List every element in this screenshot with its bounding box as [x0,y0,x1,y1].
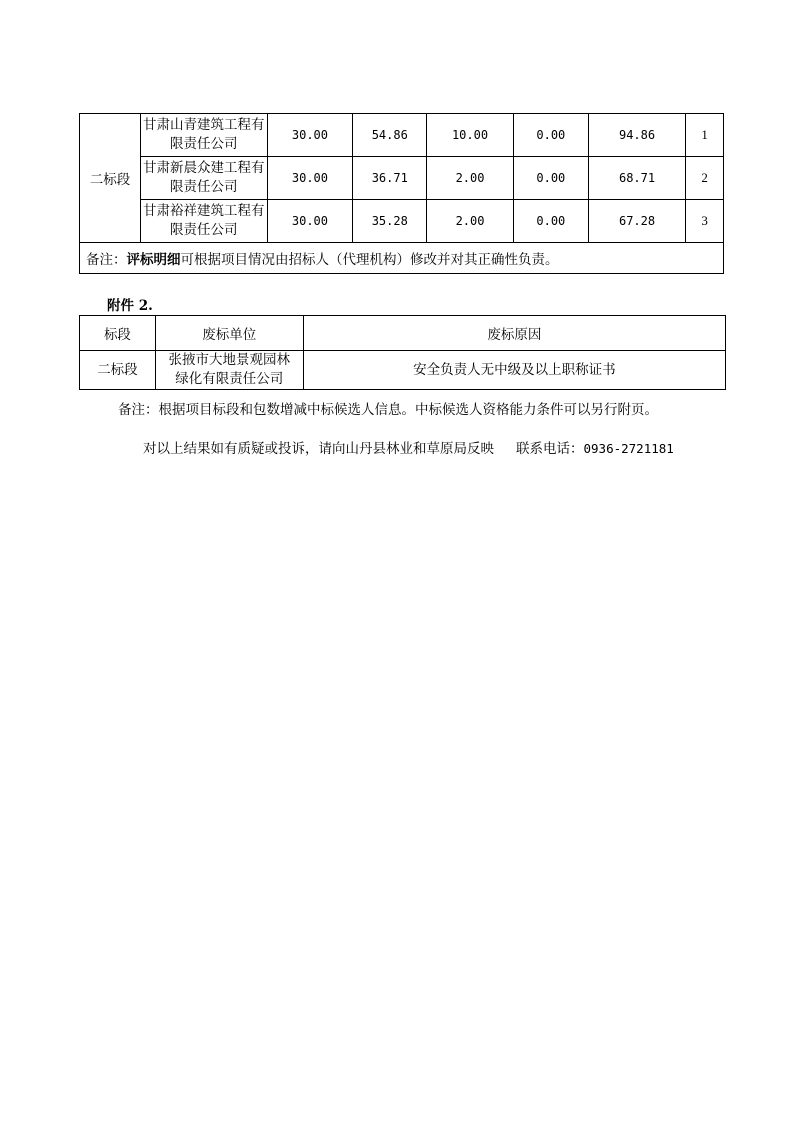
total-score-cell: 94.86 [588,114,685,157]
score-cell: 30.00 [267,114,353,157]
company-name-line1: 甘肃裕祥建筑工程有 [143,203,265,219]
header-unit: 废标单位 [155,316,303,351]
company-name-line2: 限责任公司 [170,136,238,152]
header-reason: 废标原因 [303,316,725,351]
phone-number: 0936-2721181 [583,441,674,456]
score-cell: 54.86 [353,114,427,157]
header-segment: 标段 [80,316,156,351]
unit-name-line1: 张掖市大地景观园林 [168,352,291,368]
contact-line [143,437,674,457]
score-cell: 2.00 [427,157,514,200]
total-score-cell: 67.28 [588,200,685,243]
table-row [80,200,724,243]
remark-text: 可根据项目情况由招标人（代理机构）修改并对其正确性负责。 [180,252,559,268]
segment-cell: 二标段 [80,114,141,243]
company-name-line1: 甘肃山青建筑工程有 [143,117,265,133]
remark-row [80,243,724,274]
unit-name-line2: 绿化有限责任公司 [175,371,284,387]
invalid-bid-table [79,315,726,390]
phone-label: 联系电话： [516,441,584,457]
table-row [80,351,726,390]
table-row [80,157,724,200]
contact-text: 对以上结果如有质疑或投诉，请向山丹县林业和草原局反映 [143,441,494,457]
total-score-cell: 68.71 [588,157,685,200]
rank-cell: 3 [686,200,724,243]
rank-cell: 2 [686,157,724,200]
company-cell [140,200,267,243]
company-name-line1: 甘肃新晨众建工程有 [143,160,265,176]
attachment-note: 备注：根据项目标段和包数增减中标候选人信息。中标候选人资格能力条件可以另行附页。 [118,402,658,418]
unit-cell [155,351,303,390]
attachment-title: 附件 2. [107,298,153,314]
company-cell [140,157,267,200]
segment-cell: 二标段 [80,351,156,390]
score-cell: 0.00 [513,114,588,157]
rank-cell: 1 [686,114,724,157]
remark-bold-text: 评标明细 [126,252,181,268]
score-table [79,113,724,274]
company-cell [140,114,267,157]
company-name-line2: 限责任公司 [170,222,238,238]
table-row [80,114,724,157]
score-cell: 35.28 [353,200,427,243]
score-cell: 0.00 [513,157,588,200]
remark-prefix: 备注： [86,252,127,268]
reason-cell: 安全负责人无中级及以上职称证书 [303,351,725,390]
score-cell: 36.71 [353,157,427,200]
score-cell: 10.00 [427,114,514,157]
score-cell: 30.00 [267,157,353,200]
remark-cell [80,243,724,274]
table-header-row [80,316,726,351]
company-name-line2: 限责任公司 [170,179,238,195]
score-cell: 2.00 [427,200,514,243]
score-cell: 30.00 [267,200,353,243]
score-cell: 0.00 [513,200,588,243]
